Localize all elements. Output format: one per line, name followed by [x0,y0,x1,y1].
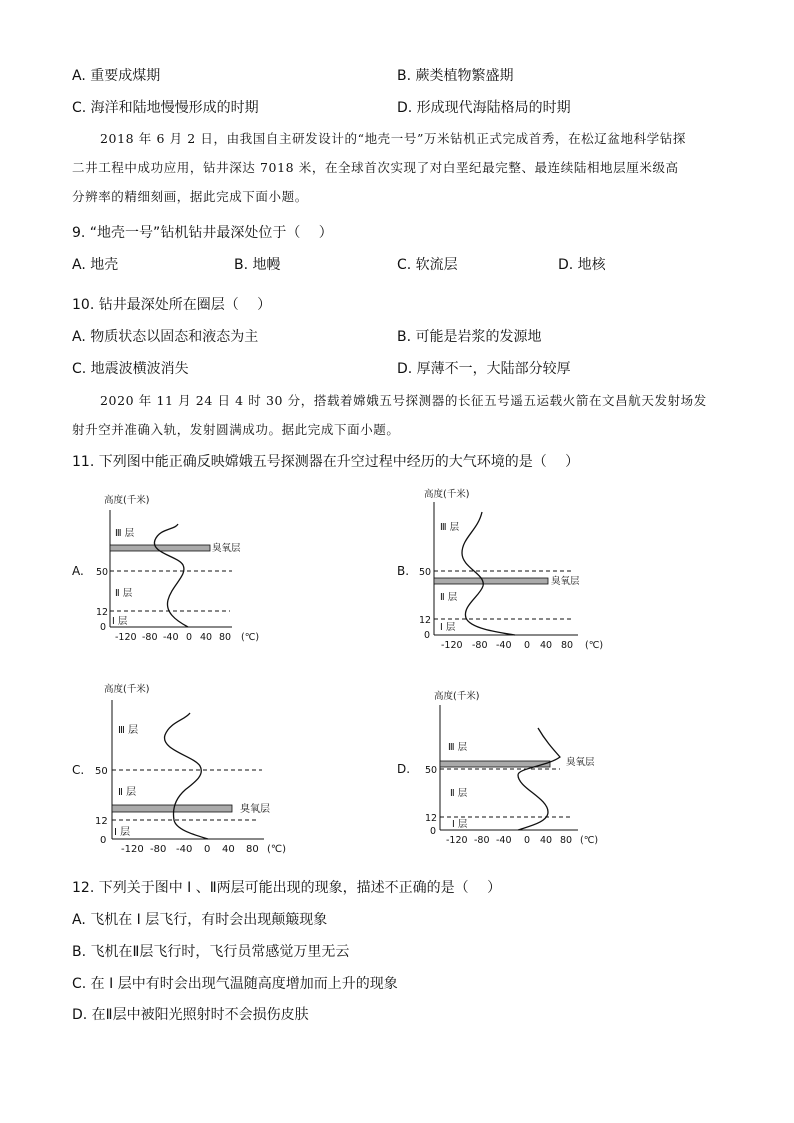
chart-d-xtick-80: 80 [560,835,573,846]
passage-launch [72,386,722,444]
chart-c-layer2: Ⅱ 层 [118,787,137,798]
chart-d-xtick-m80: -80 [474,835,490,846]
chart-b-xtick-40: 40 [540,640,553,651]
q8-option-c: C. 海洋和陆地慢慢形成的时期 [72,100,259,116]
chart-c-ozone-band [112,805,232,812]
chart-b-y-title: 高度(千米) [424,489,470,500]
chart-d-layer3: Ⅲ 层 [448,742,468,753]
q9-option-c: C. 软流层 [397,257,458,273]
chart-d-ytick-50: 50 [425,765,438,776]
chart-d-unit: (℃) [580,835,599,846]
chart-b-ozone-label: 臭氧层 [551,576,580,587]
chart-c-ytick-12: 12 [95,816,108,827]
chart-a-ozone-label: 臭氧层 [212,543,241,554]
chart-a-xtick-0: 0 [186,632,193,643]
chart-a-ozone-band [110,545,210,551]
q9-stem: 9. “地壳一号”钻机钻井最深处位于（ ） [72,225,333,241]
q9-option-a: A. 地壳 [72,257,119,273]
passage-launch-line1: 2020 年 11 月 24 日 4 时 30 分，搭载着嫦娥五号探测器的长征五号遥五运载火箭在文昌航天发射场发 [100,393,707,408]
q10-option-c: C. 地震波横波消失 [72,361,189,377]
chart-c-y-title: 高度(千米) [104,684,150,695]
chart-a-x-ticks [115,632,259,643]
chart-c-ytick-50: 50 [95,766,108,777]
chart-c-letter: C. [72,763,85,777]
chart-c-unit: (℃) [267,844,287,855]
chart-c-layer3: Ⅲ 层 [118,725,139,736]
chart-a-y-title: 高度(千米) [104,495,150,506]
chart-d-ytick-12: 12 [425,813,438,824]
chart-b-layer1: Ⅰ 层 [440,622,456,633]
passage-drilling-line1: 2018 年 6 月 2 日，由我国自主研发设计的“地壳一号”万米钻机正式完成首秀，在松辽盆地科学钻探 [100,131,686,146]
chart-b-xtick-80: 80 [561,640,574,651]
chart-d-xtick-0: 0 [524,835,531,846]
chart-d-ozone-band [440,761,550,767]
chart-c-xtick-0: 0 [204,844,211,855]
chart-b-x-ticks [441,640,603,651]
chart-d-xtick-m120: -120 [446,835,468,846]
chart-c-layer1: Ⅰ 层 [114,827,131,838]
chart-c-xtick-80: 80 [246,844,259,855]
chart-d-layer2: Ⅱ 层 [450,788,468,799]
q12-option-b: B. 飞机在Ⅱ层飞行时，飞行员常感觉万里无云 [72,944,350,960]
chart-b-layer3: Ⅲ 层 [440,522,460,533]
chart-a-layer3: Ⅲ 层 [115,528,135,539]
chart-c-ozone-label: 臭氧层 [240,804,270,815]
chart-b-letter: B. [397,564,410,578]
chart-a-ytick-50: 50 [96,567,109,578]
q12-stem: 12. 下列关于图中 Ⅰ 、Ⅱ两层可能出现的现象，描述不正确的是（ ） [72,880,502,896]
q12-option-c: C. 在 Ⅰ 层中有时会出现气温随高度增加而上升的现象 [72,976,398,992]
chart-c-x-ticks [121,844,286,855]
chart-a-xtick-m40: -40 [163,632,179,643]
chart-c-temperature-curve [164,713,208,839]
chart-b-ytick-0: 0 [424,630,431,641]
chart-d-letter: D. [397,762,411,776]
chart-a-temperature-curve [154,524,188,627]
chart-a-layer1: Ⅰ 层 [112,616,128,627]
chart-a-xtick-80: 80 [219,632,232,643]
chart-d-layer1: Ⅰ 层 [452,819,468,830]
chart-b-ozone-band [434,578,548,584]
q10-option-b: B. 可能是岩浆的发源地 [397,329,542,345]
q10-option-a: A. 物质状态以固态和液态为主 [72,329,259,345]
passage-launch-line2: 射升空并准确入轨，发射圆满成功。据此完成下面小题。 [72,422,400,437]
chart-d-y-title: 高度(千米) [434,691,480,702]
chart-a-ytick-0: 0 [100,622,107,633]
chart-a-xtick-40: 40 [200,632,213,643]
chart-c-xtick-m80: -80 [150,844,167,855]
q12-option-a: A. 飞机在 Ⅰ 层飞行，有时会出现颠簸现象 [72,912,328,928]
q8-option-b: B. 蕨类植物繁盛期 [397,68,514,84]
chart-b-xtick-0: 0 [524,640,531,651]
chart-c-xtick-40: 40 [222,844,235,855]
chart-a-letter: A. [72,564,84,578]
q11-stem: 11. 下列图中能正确反映嫦娥五号探测器在升空过程中经历的大气环境的是（ ） [72,454,580,470]
q8-option-d: D. 形成现代海陆格局的时期 [397,100,571,116]
chart-b-unit: (℃) [585,640,604,651]
chart-d-x-ticks [446,835,598,846]
q9-option-d: D. 地核 [558,257,606,273]
chart-b-xtick-m80: -80 [472,640,488,651]
chart-c-xtick-m120: -120 [121,844,144,855]
chart-c-ytick-0: 0 [100,835,107,846]
chart-b-ytick-50: 50 [419,567,432,578]
chart-d-ozone-label: 臭氧层 [566,757,595,768]
chart-b-xtick-m40: -40 [496,640,512,651]
chart-d-xtick-40: 40 [540,835,553,846]
q9-option-b: B. 地幔 [234,257,281,273]
q10-stem: 10. 钻井最深处所在圈层（ ） [72,297,272,313]
chart-a-xtick-m120: -120 [115,632,137,643]
q12-option-d: D. 在Ⅱ层中被阳光照射时不会损伤皮肤 [72,1007,309,1023]
chart-b-xtick-m120: -120 [441,640,463,651]
q10-option-d: D. 厚薄不一，大陆部分较厚 [397,361,571,377]
q8-option-a: A. 重要成煤期 [72,68,161,84]
chart-a-xtick-m80: -80 [142,632,158,643]
passage-drilling [72,124,722,211]
chart-a-unit: (℃) [241,632,260,643]
chart-b-layer2: Ⅱ 层 [440,592,458,603]
chart-a-ytick-12: 12 [96,607,109,618]
chart-d-temperature-curve [518,728,560,830]
chart-d-xtick-m40: -40 [496,835,512,846]
passage-drilling-line2: 二井工程中成功应用，钻井深达 7018 米，在全球首次实现了对白垩纪最完整、最连续陆相地层厘米级高 [72,160,679,175]
chart-b-temperature-curve [462,512,515,635]
passage-drilling-line3: 分辨率的精细刻画，据此完成下面小题。 [72,189,308,204]
chart-d-ytick-0: 0 [430,826,437,837]
chart-b-ytick-12: 12 [419,615,432,626]
chart-c-xtick-m40: -40 [176,844,193,855]
chart-a-layer2: Ⅱ 层 [115,588,133,599]
